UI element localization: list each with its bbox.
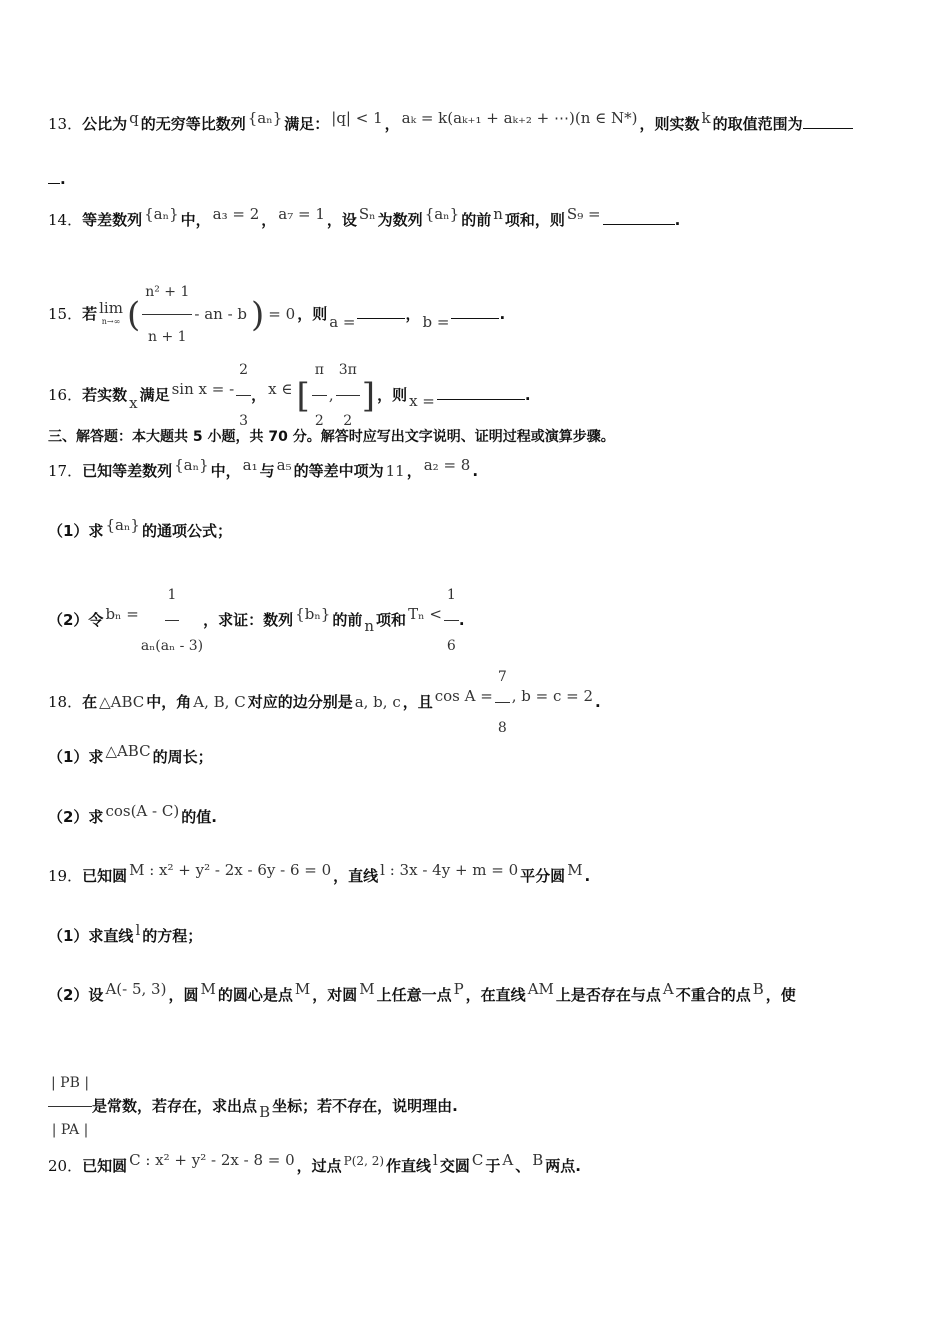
- math-sequence: {aₙ}: [424, 205, 460, 223]
- part-label: （2）设: [48, 986, 104, 1004]
- question-18-part-1: [48, 742, 900, 768]
- text: 在: [82, 693, 98, 711]
- question-17-part-1: [48, 516, 900, 542]
- math-condition: aₖ = k(aₖ₊₁ + aₖ₊₂ + ⋯)(n ∈ N*): [401, 109, 638, 127]
- text: 的等差中项为: [293, 462, 384, 480]
- math-sequence: {aₙ}: [144, 205, 179, 223]
- math-b: b =: [422, 313, 450, 331]
- part-label: （2）求: [48, 808, 104, 826]
- text: 若实数: [82, 386, 128, 404]
- math-l: l: [135, 921, 141, 939]
- text: ，: [261, 211, 277, 229]
- text: ，且: [402, 693, 433, 711]
- math-A: A: [662, 980, 674, 998]
- math-x: x =: [409, 392, 435, 410]
- text: 已知等差数列: [82, 462, 173, 480]
- part-label: （1）求直线: [48, 927, 134, 945]
- text: 上是否存在与点: [555, 986, 661, 1004]
- text: ，则实数: [639, 115, 700, 133]
- part-label: （1）求: [48, 748, 104, 766]
- numerator: | PB |: [48, 1060, 92, 1107]
- math-sequence: {bₙ}: [295, 605, 331, 623]
- paren-right: ): [251, 294, 265, 335]
- section-heading: 三、解答题：本大题共 5 小题，共 70 分。解答时应写出文字说明、证明过程或演算步骤。: [48, 429, 615, 445]
- math-a3: a₃ = 2: [212, 205, 260, 223]
- denominator: 2: [314, 413, 324, 429]
- math-P: P: [453, 980, 464, 998]
- math-C: C: [471, 1151, 484, 1169]
- numerator: 3π: [336, 345, 360, 396]
- question-19-part-2: [48, 980, 900, 1006]
- text: ，: [405, 305, 421, 323]
- text: .: [472, 462, 479, 480]
- text: 的圆心是点: [217, 986, 293, 1004]
- lim-subscript: n→∞: [101, 316, 121, 326]
- question-number: 16．: [48, 386, 83, 404]
- question-number: 20．: [48, 1157, 83, 1175]
- question-number: 15．: [48, 305, 83, 323]
- text: 两点.: [545, 1157, 581, 1175]
- math-s9: S₉ =: [566, 205, 601, 223]
- text: 项和，则: [504, 211, 565, 229]
- text: 上任意一点: [376, 986, 452, 1004]
- part-label: （1）求: [48, 522, 104, 540]
- math-bc: , b = c = 2: [511, 687, 594, 705]
- text: 满足：: [284, 115, 330, 133]
- text: .: [524, 386, 531, 404]
- part-label: （2）令: [48, 611, 104, 629]
- numerator: 1: [165, 570, 180, 621]
- text: 与: [259, 462, 275, 480]
- math-bn: bₙ =: [105, 605, 139, 623]
- math-M: M: [567, 861, 583, 879]
- math-M: M: [200, 980, 216, 998]
- denominator: | PA |: [51, 1122, 89, 1138]
- math-triangle: △ABC: [99, 693, 145, 711]
- math-eq: = 0: [268, 305, 296, 323]
- comma: ,: [328, 386, 334, 404]
- math-sequence: {aₙ}: [247, 109, 283, 127]
- text: ，: [384, 115, 400, 133]
- numerator: 2: [236, 345, 251, 396]
- text: 的无穷等比数列: [140, 115, 246, 133]
- math-A: A: [502, 1151, 514, 1169]
- math-n: n: [364, 617, 375, 635]
- denominator: n + 1: [148, 329, 187, 345]
- text: 作直线: [386, 1157, 432, 1175]
- text: 的取值范围为: [712, 115, 803, 133]
- text: 项和: [376, 611, 407, 629]
- math-circle: C : x² + y² - 2x - 8 = 0: [129, 1151, 295, 1169]
- math-a7: a₇ = 1: [278, 205, 325, 223]
- text: 的周长；: [152, 748, 213, 766]
- math-B: B: [259, 1103, 271, 1121]
- math-in: x ∈: [268, 380, 293, 398]
- text: ，设: [326, 211, 357, 229]
- text: .: [674, 211, 681, 229]
- text: 的通项公式；: [141, 522, 232, 540]
- answer-blank: [603, 210, 675, 225]
- text: ，则: [377, 386, 408, 404]
- math-circle: M : x² + y² - 2x - 6y - 6 = 0: [129, 861, 332, 879]
- math-cos: cos(A - C): [105, 802, 180, 820]
- text: ，在直线: [465, 986, 526, 1004]
- denominator: aₙ(aₙ - 3): [140, 638, 204, 654]
- math-M: M: [359, 980, 375, 998]
- text: 中，角: [146, 693, 192, 711]
- text: 等差数列: [82, 211, 143, 229]
- math-B: B: [532, 1151, 544, 1169]
- question-18-part-2: [48, 802, 900, 828]
- question-19: [48, 861, 900, 887]
- math-fraction: [495, 652, 510, 753]
- text: .: [595, 693, 601, 711]
- math-q: q: [129, 109, 139, 127]
- text: 中，: [210, 462, 241, 480]
- answer-blank: [437, 385, 525, 400]
- question-20: [48, 1151, 900, 1178]
- numerator: 1: [444, 570, 459, 621]
- math-line: l : 3x - 4y + m = 0: [380, 861, 519, 879]
- text: ，: [406, 462, 422, 480]
- question-13: [48, 109, 900, 135]
- text: 公比为: [82, 115, 128, 133]
- text: 为数列: [377, 211, 423, 229]
- math-sn: Sₙ: [358, 205, 376, 223]
- text: 交圆: [439, 1157, 470, 1175]
- text: 于: [485, 1157, 501, 1175]
- text: 的前: [461, 211, 492, 229]
- math-AM: AM: [527, 980, 554, 998]
- math-a5: a₅: [276, 456, 292, 474]
- question-number: 13．: [48, 115, 83, 133]
- text: 的方程；: [142, 927, 203, 945]
- text: 平分圆: [520, 867, 566, 885]
- text: 是常数，若存在，求出点: [92, 1097, 258, 1115]
- math-k: k: [701, 109, 711, 127]
- question-number: 18．: [48, 693, 83, 711]
- text: 、: [515, 1157, 531, 1175]
- math-B: B: [752, 980, 764, 998]
- text: 已知圆: [82, 867, 128, 885]
- text: ，直线: [333, 867, 379, 885]
- text: 中，: [180, 211, 211, 229]
- denominator: 2: [343, 413, 353, 429]
- text: ，使: [765, 986, 796, 1004]
- answer-blank: [48, 169, 60, 184]
- math-a: a =: [329, 313, 356, 331]
- lim-label: lim: [99, 298, 123, 317]
- text: ，对圆: [312, 986, 358, 1004]
- text: ，则: [297, 305, 328, 323]
- text: .: [60, 170, 66, 188]
- math-a2: a₂ = 8: [423, 456, 471, 474]
- math-tn: Tₙ <: [408, 605, 442, 623]
- math-fraction: [48, 1060, 92, 1153]
- question-13-cont: [48, 168, 900, 190]
- math-angles: A, B, C: [193, 693, 246, 711]
- text: .: [584, 867, 591, 885]
- math-sides: a, b, c: [354, 693, 401, 711]
- question-number: 19．: [48, 867, 83, 885]
- math-sequence: {aₙ}: [174, 456, 209, 474]
- question-18: [48, 652, 900, 753]
- answer-blank: [803, 114, 853, 129]
- question-number: 14．: [48, 211, 83, 229]
- text: 不重合的点: [675, 986, 751, 1004]
- math-a1: a₁: [242, 456, 258, 474]
- text: 的前: [332, 611, 363, 629]
- math-sequence: {aₙ}: [105, 516, 140, 534]
- math-point-A: A(- 5, 3): [105, 980, 167, 998]
- math-limit: [97, 298, 125, 329]
- text: ，过点: [296, 1157, 342, 1175]
- question-14: [48, 205, 900, 231]
- math-sin: sin x = -: [171, 380, 235, 398]
- question-19-part-1: [48, 921, 900, 947]
- math-l: l: [433, 1151, 438, 1169]
- math-triangle: △ABC: [105, 742, 151, 760]
- text: 已知圆: [82, 1157, 128, 1175]
- answer-blank: [451, 304, 499, 319]
- text: 对应的边分别是: [247, 693, 353, 711]
- question-19-part-2-cont: [48, 1060, 900, 1153]
- math-n: n: [493, 205, 503, 223]
- math-point-P: P(2, 2): [343, 1154, 385, 1168]
- text: ，圆: [168, 986, 199, 1004]
- text: 满足: [139, 386, 170, 404]
- text: .: [458, 611, 465, 629]
- text: .: [499, 305, 506, 323]
- denominator: 8: [497, 720, 507, 736]
- numerator: 7: [495, 652, 510, 703]
- math-11: 11: [385, 462, 405, 480]
- numerator: n² + 1: [142, 270, 192, 315]
- text: ，: [251, 386, 267, 404]
- math-condition: |q| < 1: [331, 109, 383, 127]
- denominator: 3: [239, 413, 249, 429]
- math-x: x: [129, 394, 138, 412]
- text: 若: [82, 305, 98, 323]
- denominator: 6: [446, 638, 456, 654]
- math-cos: cos A =: [434, 687, 493, 705]
- text: 的值.: [181, 808, 217, 826]
- text: ，求证：数列: [203, 611, 294, 629]
- math-rest: - an - b: [194, 305, 248, 323]
- paren-left: (: [126, 294, 141, 335]
- text: 坐标；若不存在，说明理由.: [272, 1097, 458, 1115]
- numerator: π: [312, 345, 327, 396]
- question-number: 17．: [48, 462, 83, 480]
- bracket-right: ]: [361, 375, 376, 416]
- answer-blank: [357, 304, 405, 319]
- math-M: M: [294, 980, 311, 998]
- question-17: [48, 456, 900, 482]
- bracket-left: [: [296, 375, 310, 416]
